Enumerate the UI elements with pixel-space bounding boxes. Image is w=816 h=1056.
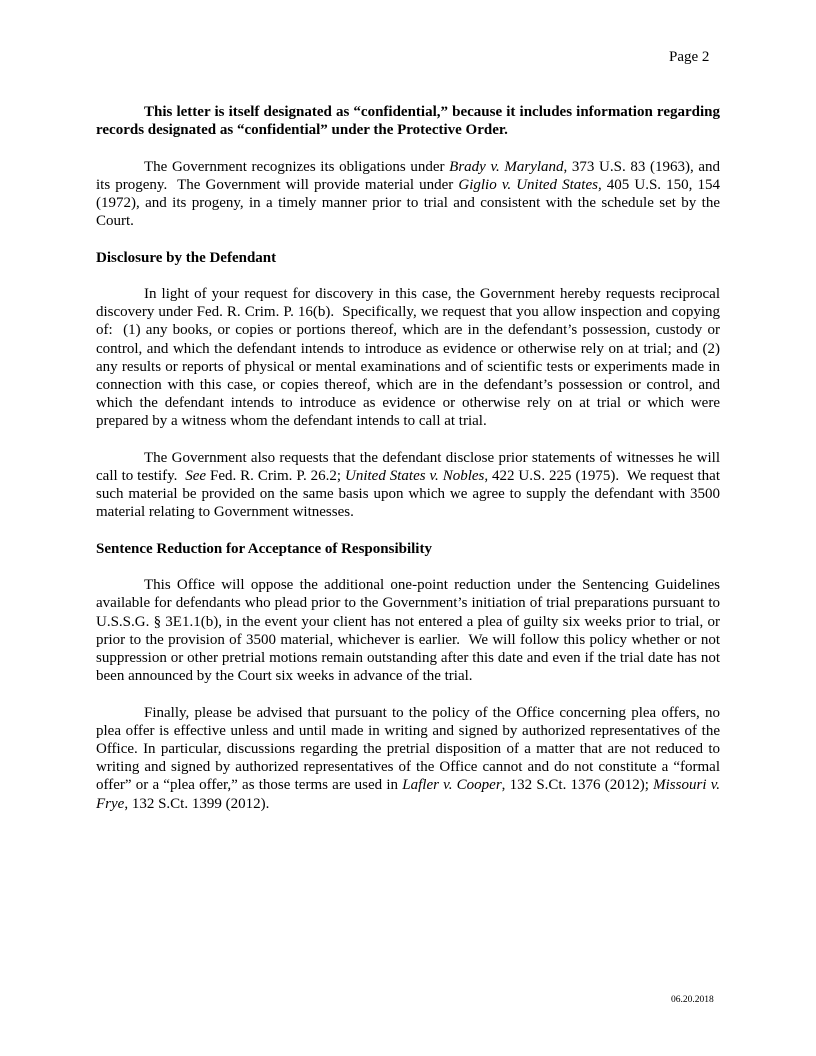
brady-paragraph <box>96 158 720 231</box>
text-run: , 132 S.Ct. 1376 (2012); <box>501 777 654 794</box>
footer-date: 06.20.2018 <box>671 995 714 1005</box>
text-run: , 373 U.S. 83 (1963), and its progeny. The Government will provide material under <box>96 158 720 193</box>
text-run: , 422 U.S. 225 (1975). We request that such material be provided on the same basis upon which we agree to supply the defendant with 3500 material relating to Government witnesses. <box>96 468 720 521</box>
case-citation: Missouri v. Frye <box>96 777 720 812</box>
case-citation: United States v. Nobles <box>345 468 485 484</box>
text-run: , 405 U.S. 150, 154 (1972), and its progeny, in a timely manner prior to trial and consistent with the schedule set by the Court. <box>96 176 720 230</box>
section-heading-sentence-reduction: Sentence Reduction for Acceptance of Responsibility <box>96 540 432 557</box>
section-heading-disclosure: Disclosure by the Defendant <box>96 249 277 266</box>
case-citation: Lafler v. Cooper <box>402 777 502 794</box>
plea-offer-paragraph <box>96 704 720 813</box>
text-run: Fed. R. Crim. P. 26.2; <box>206 468 345 484</box>
text-run: , 132 S.Ct. 1399 (2012). <box>124 795 270 812</box>
text-run: The Government recognizes its obligations under <box>144 158 450 175</box>
oppose-reduction-paragraph: This Office will oppose the additional one-point reduction under the Sentencing Guidelines available for defendants who plead prior to the Government’s initiation of trial preparations pursuant to U.S.S.G. § 3E1.1(b), in the event your client has not entered a plea of guilty six weeks prior to trial, or prior to the provision of 3500 material, whichever is earlier. We will follow this policy whether or not suppression or other pretrial motions remain outstanding after this date and even if the trial date has not been announced by the Court six weeks in advance of the trial. <box>96 577 720 685</box>
letter-body <box>96 103 720 831</box>
page-number: Page 2 <box>669 49 710 65</box>
text-run: The Government also requests that the defendant disclose prior statements of witnesses he will call to testify. <box>96 449 720 484</box>
case-citation: Brady v. Maryland <box>449 158 564 175</box>
signal-word: See <box>185 468 207 484</box>
text-run: Finally, please be advised that pursuant to the policy of the Office concerning plea offers, no plea offer is effective unless and until made in writing and signed by authorized representatives of the Office. In particular, discussions regarding the pretrial disposition of a matter that are not reduced to writing and signed by authorized representatives of the Office cannot and do not constitute a “formal offer” or a “plea offer,” as those terms are used in <box>96 704 720 794</box>
case-citation: Giglio v. United States <box>458 176 598 193</box>
confidential-notice: This letter is itself designated as “confidential,” because it includes information regarding records designated as “confidential” under the Protective Order. <box>96 104 720 139</box>
reciprocal-discovery-paragraph: In light of your request for discovery in this case, the Government hereby requests reciprocal discovery under Fed. R. Crim. P. 16(b). Specifically, we request that you allow inspection and copying of: (1) any books, or copies or portions thereof, which are in the defendant’s possession, custody or control, and which the defendant intends to introduce as evidence or otherwise rely on at trial; and (2) any results or reports of physical or mental examinations and of scientific tests or experiments made in connection with this case, or copies thereof, which are in the defendant’s possession or control, and which the defendant intends to introduce as evidence or otherwise rely on at trial or which were prepared by a witness whom the defendant intends to call at trial. <box>96 285 720 430</box>
prior-statements-paragraph <box>96 449 720 522</box>
